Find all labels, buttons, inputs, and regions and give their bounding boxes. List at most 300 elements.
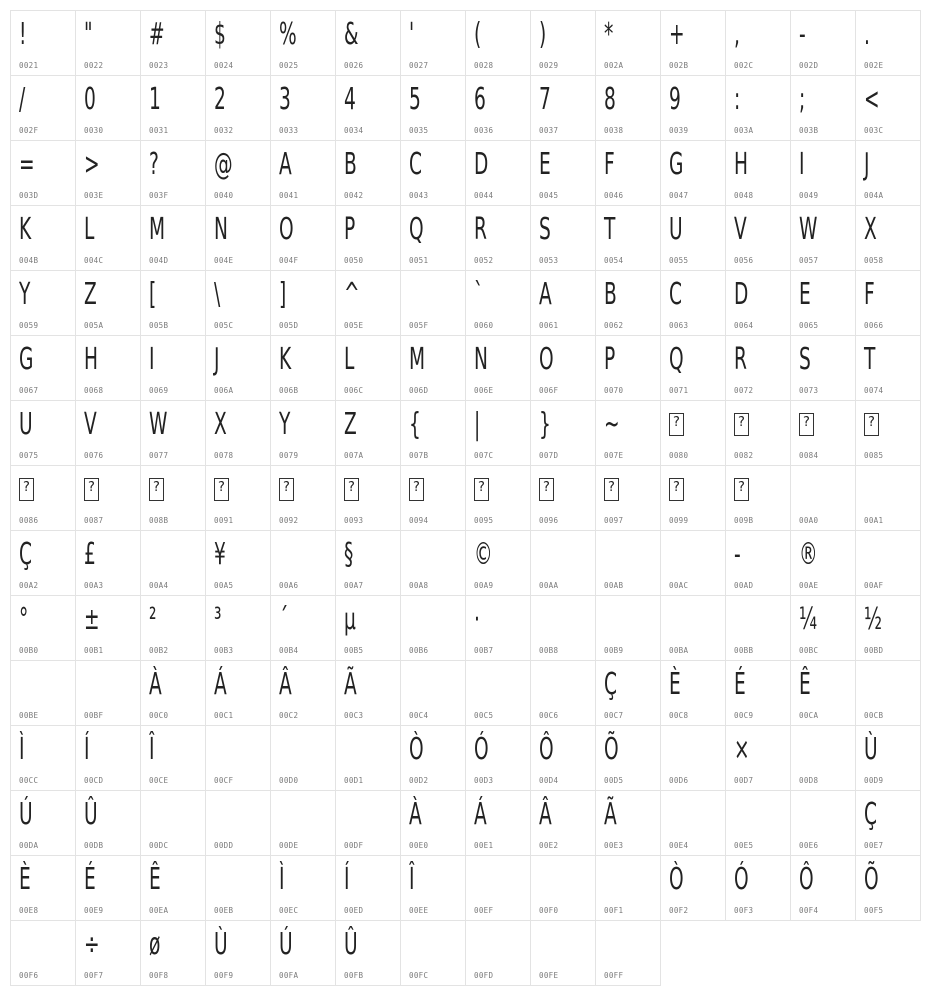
glyph-cell — [595, 920, 661, 986]
glyph-cell — [335, 660, 401, 726]
glyph-char: Y — [19, 277, 31, 312]
glyph-cell — [400, 595, 466, 661]
glyph-code: 0047 — [669, 191, 689, 200]
glyph-code: 003F — [149, 191, 169, 200]
glyph-code: 00D7 — [734, 776, 754, 785]
glyph-char: © — [474, 537, 493, 572]
glyph-code: 0071 — [669, 386, 689, 395]
glyph-cell — [660, 660, 726, 726]
glyph-cell — [530, 75, 596, 141]
glyph-code: 00DB — [84, 841, 104, 850]
glyph-code: 00CD — [84, 776, 104, 785]
glyph-cell — [75, 400, 141, 466]
glyph-code: 00B1 — [84, 646, 104, 655]
glyph-char: K — [279, 342, 292, 377]
glyph-char: Î — [149, 732, 155, 767]
glyph-code: 00D9 — [864, 776, 884, 785]
glyph-code: 00D6 — [669, 776, 689, 785]
glyph-cell — [140, 400, 206, 466]
glyph-cell — [10, 595, 76, 661]
glyph-code: 00BE — [19, 711, 39, 720]
glyph-char: Û — [344, 927, 358, 962]
glyph-cell — [530, 725, 596, 791]
glyph-cell — [10, 920, 76, 986]
glyph-char: Î — [409, 862, 415, 897]
glyph-code: 0054 — [604, 256, 624, 265]
glyph-char: T — [864, 342, 876, 377]
glyph-code: 00E0 — [409, 841, 429, 850]
glyph-code: 005F — [409, 321, 429, 330]
glyph-code: 00FB — [344, 971, 364, 980]
glyph-char: < — [864, 82, 880, 117]
glyph-char: F — [604, 147, 615, 182]
missing-glyph-box: ? — [669, 478, 684, 501]
glyph-code: 006D — [409, 386, 429, 395]
glyph-code: 0034 — [344, 126, 364, 135]
glyph-char: W — [799, 212, 818, 247]
glyph-char: ³ — [214, 602, 222, 637]
glyph-cell — [205, 75, 271, 141]
glyph-code: 0066 — [864, 321, 884, 330]
glyph-char: ¼ — [799, 602, 818, 637]
glyph-cell — [335, 790, 401, 856]
glyph-char: ^ — [344, 277, 360, 312]
glyph-cell — [660, 75, 726, 141]
glyph-code: 0069 — [149, 386, 169, 395]
glyph-code: 00D1 — [344, 776, 364, 785]
glyph-char: Û — [84, 797, 98, 832]
glyph-cell — [465, 660, 531, 726]
glyph-cell — [205, 335, 271, 401]
glyph-char: [ — [149, 277, 157, 312]
glyph-cell — [270, 270, 336, 336]
glyph-code: 00DE — [279, 841, 299, 850]
missing-glyph-box: ? — [734, 478, 749, 501]
glyph-cell — [465, 530, 531, 596]
glyph-code: 00E3 — [604, 841, 624, 850]
glyph-cell — [75, 855, 141, 921]
glyph-char: Ê — [149, 862, 161, 897]
glyph-char: R — [474, 212, 487, 247]
glyph-char: Ç — [864, 797, 877, 832]
glyph-code: 00DD — [214, 841, 234, 850]
glyph-cell — [270, 725, 336, 791]
glyph-code: 007A — [344, 451, 364, 460]
glyph-cell — [725, 140, 791, 206]
glyph-code: 00CA — [799, 711, 819, 720]
glyph-cell — [400, 10, 466, 76]
glyph-char: Í — [344, 862, 350, 897]
glyph-cell — [400, 400, 466, 466]
glyph-cell — [790, 660, 856, 726]
glyph-cell — [660, 10, 726, 76]
glyph-char: È — [19, 862, 31, 897]
glyph-code: 0049 — [799, 191, 819, 200]
glyph-code: 0023 — [149, 61, 169, 70]
missing-glyph-box: ? — [864, 413, 879, 436]
glyph-cell — [530, 335, 596, 401]
glyph-grid — [10, 10, 920, 985]
glyph-cell — [10, 400, 76, 466]
missing-glyph-box: ? — [149, 478, 164, 501]
glyph-char: Ê — [799, 667, 811, 702]
glyph-code: 002F — [19, 126, 39, 135]
glyph-char: 5 — [409, 82, 421, 117]
missing-glyph-box: ? — [214, 478, 229, 501]
glyph-cell — [790, 530, 856, 596]
glyph-cell — [790, 725, 856, 791]
glyph-cell — [270, 140, 336, 206]
glyph-cell — [855, 75, 921, 141]
glyph-code: 0041 — [279, 191, 299, 200]
glyph-char: U — [19, 407, 33, 442]
glyph-cell — [725, 530, 791, 596]
glyph-cell — [140, 530, 206, 596]
glyph-code: 00DC — [149, 841, 169, 850]
glyph-cell — [400, 725, 466, 791]
glyph-cell — [270, 855, 336, 921]
glyph-cell — [140, 75, 206, 141]
glyph-code: 00CE — [149, 776, 169, 785]
glyph-cell — [400, 530, 466, 596]
glyph-cell — [530, 10, 596, 76]
glyph-code: 00D5 — [604, 776, 624, 785]
glyph-char: P — [604, 342, 616, 377]
glyph-code: 006E — [474, 386, 494, 395]
glyph-code: 007D — [539, 451, 559, 460]
glyph-char: F — [864, 277, 875, 312]
glyph-char: } — [539, 407, 551, 442]
glyph-cell — [205, 530, 271, 596]
glyph-cell — [335, 920, 401, 986]
glyph-char: M — [149, 212, 166, 247]
missing-glyph-box: ? — [669, 413, 684, 436]
glyph-cell — [335, 465, 401, 531]
glyph-code: 004B — [19, 256, 39, 265]
glyph-code: 0056 — [734, 256, 754, 265]
glyph-code: 005D — [279, 321, 299, 330]
glyph-cell — [790, 595, 856, 661]
glyph-char: Ì — [279, 862, 285, 897]
glyph-code: 00E7 — [864, 841, 884, 850]
glyph-cell — [855, 140, 921, 206]
glyph-cell — [855, 400, 921, 466]
glyph-code: 0039 — [669, 126, 689, 135]
glyph-char: W — [149, 407, 168, 442]
glyph-code: 00F1 — [604, 906, 624, 915]
glyph-cell — [595, 75, 661, 141]
glyph-char: S — [799, 342, 811, 377]
glyph-char: ` — [474, 277, 484, 312]
glyph-cell — [855, 790, 921, 856]
glyph-code: 00E9 — [84, 906, 104, 915]
glyph-char: > — [84, 147, 100, 182]
glyph-code: 00EE — [409, 906, 429, 915]
glyph-cell — [465, 465, 531, 531]
glyph-cell — [270, 335, 336, 401]
glyph-code: 0030 — [84, 126, 104, 135]
glyph-cell — [140, 725, 206, 791]
glyph-char: B — [604, 277, 617, 312]
glyph-char: K — [19, 212, 32, 247]
glyph-cell — [530, 205, 596, 271]
glyph-code: 002B — [669, 61, 689, 70]
glyph-char: J — [864, 147, 870, 182]
glyph-cell — [855, 530, 921, 596]
glyph-cell — [205, 725, 271, 791]
glyph-code: 00B8 — [539, 646, 559, 655]
glyph-code: 00B6 — [409, 646, 429, 655]
glyph-code: 0028 — [474, 61, 494, 70]
glyph-char: Â — [539, 797, 552, 832]
glyph-cell — [270, 920, 336, 986]
glyph-code: 006A — [214, 386, 234, 395]
glyph-cell — [790, 335, 856, 401]
glyph-cell — [335, 270, 401, 336]
glyph-cell — [595, 595, 661, 661]
glyph-code: 00EA — [149, 906, 169, 915]
glyph-code: 0095 — [474, 516, 494, 525]
glyph-cell — [270, 10, 336, 76]
glyph-code: 0094 — [409, 516, 429, 525]
glyph-char: Ç — [19, 537, 32, 572]
glyph-char: Ú — [19, 797, 33, 832]
glyph-code: 002C — [734, 61, 754, 70]
glyph-code: 0040 — [214, 191, 234, 200]
glyph-char: ! — [19, 17, 27, 52]
glyph-code: 00F0 — [539, 906, 559, 915]
glyph-char: ) — [539, 17, 547, 52]
glyph-char: X — [214, 407, 227, 442]
glyph-code: 00C4 — [409, 711, 429, 720]
glyph-cell — [10, 140, 76, 206]
glyph-cell — [75, 205, 141, 271]
glyph-code: 003C — [864, 126, 884, 135]
glyph-cell — [660, 530, 726, 596]
glyph-cell — [465, 205, 531, 271]
glyph-char: ° — [19, 602, 29, 637]
glyph-cell — [75, 530, 141, 596]
glyph-code: 00ED — [344, 906, 364, 915]
glyph-cell — [335, 140, 401, 206]
glyph-cell — [595, 465, 661, 531]
glyph-char: U — [669, 212, 683, 247]
glyph-cell — [140, 790, 206, 856]
glyph-cell — [725, 595, 791, 661]
glyph-cell — [75, 75, 141, 141]
glyph-char: Ó — [734, 862, 749, 897]
glyph-cell — [205, 790, 271, 856]
glyph-char: : — [734, 82, 741, 117]
glyph-char: B — [344, 147, 357, 182]
glyph-code: 0063 — [669, 321, 689, 330]
glyph-cell — [790, 270, 856, 336]
glyph-char: Ú — [279, 927, 293, 962]
glyph-code: 004C — [84, 256, 104, 265]
glyph-cell — [335, 75, 401, 141]
glyph-char: ; — [799, 82, 806, 117]
glyph-code: 00C5 — [474, 711, 494, 720]
glyph-code: 00AB — [604, 581, 624, 590]
glyph-cell — [10, 790, 76, 856]
glyph-code: 00BC — [799, 646, 819, 655]
glyph-code: 0043 — [409, 191, 429, 200]
glyph-cell — [400, 920, 466, 986]
glyph-code: 0075 — [19, 451, 39, 460]
glyph-char: Ô — [799, 862, 814, 897]
glyph-cell — [465, 790, 531, 856]
glyph-char: Ò — [669, 862, 684, 897]
glyph-cell — [270, 530, 336, 596]
glyph-code: 00EF — [474, 906, 494, 915]
glyph-code: 00AA — [539, 581, 559, 590]
glyph-code: 00C0 — [149, 711, 169, 720]
glyph-cell — [10, 725, 76, 791]
glyph-code: 0096 — [539, 516, 559, 525]
glyph-cell — [530, 790, 596, 856]
glyph-cell — [205, 270, 271, 336]
glyph-code: 0079 — [279, 451, 299, 460]
glyph-char: G — [669, 147, 684, 182]
glyph-char: É — [84, 862, 96, 897]
glyph-code: 0085 — [864, 451, 884, 460]
glyph-code: 00FC — [409, 971, 429, 980]
glyph-code: 00B4 — [279, 646, 299, 655]
glyph-cell — [10, 270, 76, 336]
glyph-cell — [400, 660, 466, 726]
glyph-code: 0068 — [84, 386, 104, 395]
glyph-char: C — [669, 277, 682, 312]
glyph-cell — [595, 855, 661, 921]
glyph-code: 00E1 — [474, 841, 494, 850]
glyph-code: 0084 — [799, 451, 819, 460]
glyph-char: 9 — [669, 82, 681, 117]
glyph-cell — [595, 725, 661, 791]
glyph-char: 8 — [604, 82, 616, 117]
glyph-cell — [140, 10, 206, 76]
glyph-cell — [790, 400, 856, 466]
glyph-code: 00EC — [279, 906, 299, 915]
glyph-code: 00A0 — [799, 516, 819, 525]
glyph-code: 00A4 — [149, 581, 169, 590]
glyph-char: L — [344, 342, 355, 377]
glyph-cell — [660, 855, 726, 921]
glyph-code: 005E — [344, 321, 364, 330]
glyph-cell — [75, 465, 141, 531]
glyph-cell — [140, 335, 206, 401]
glyph-char: " — [84, 17, 93, 52]
glyph-cell — [10, 855, 76, 921]
glyph-cell — [530, 400, 596, 466]
glyph-char: Ó — [474, 732, 489, 767]
glyph-char: S — [539, 212, 551, 247]
glyph-cell — [75, 595, 141, 661]
glyph-code: 00D4 — [539, 776, 559, 785]
glyph-cell — [75, 790, 141, 856]
glyph-cell — [465, 270, 531, 336]
glyph-cell — [465, 920, 531, 986]
glyph-cell — [270, 595, 336, 661]
glyph-code: 007B — [409, 451, 429, 460]
glyph-cell — [75, 920, 141, 986]
glyph-code: 0022 — [84, 61, 104, 70]
glyph-char: V — [734, 212, 747, 247]
glyph-cell — [270, 660, 336, 726]
glyph-code: 003D — [19, 191, 39, 200]
glyph-code: 00F3 — [734, 906, 754, 915]
glyph-char: Á — [474, 797, 487, 832]
glyph-code: 005B — [149, 321, 169, 330]
glyph-cell — [855, 595, 921, 661]
glyph-code: 00F6 — [19, 971, 39, 980]
glyph-cell — [790, 140, 856, 206]
glyph-cell — [660, 335, 726, 401]
glyph-code: 00BA — [669, 646, 689, 655]
glyph-cell — [855, 725, 921, 791]
glyph-char: , — [734, 17, 740, 52]
glyph-cell — [660, 725, 726, 791]
glyph-char: 7 — [539, 82, 551, 117]
glyph-cell — [10, 465, 76, 531]
glyph-code: 007E — [604, 451, 624, 460]
glyph-char: I — [799, 147, 805, 182]
glyph-cell — [465, 10, 531, 76]
glyph-cell — [335, 10, 401, 76]
glyph-code: 00BD — [864, 646, 884, 655]
glyph-code: 00FA — [279, 971, 299, 980]
missing-glyph-box: ? — [734, 413, 749, 436]
glyph-cell — [270, 75, 336, 141]
missing-glyph-box: ? — [84, 478, 99, 501]
missing-glyph-box: ? — [604, 478, 619, 501]
glyph-cell — [855, 270, 921, 336]
glyph-code: 00AF — [864, 581, 884, 590]
glyph-char: 6 — [474, 82, 486, 117]
glyph-cell — [400, 75, 466, 141]
glyph-cell — [75, 335, 141, 401]
glyph-code: 004E — [214, 256, 234, 265]
glyph-char: . — [864, 17, 870, 52]
glyph-char: P — [344, 212, 356, 247]
glyph-code: 0053 — [539, 256, 559, 265]
glyph-char: L — [84, 212, 95, 247]
glyph-char: Ò — [409, 732, 424, 767]
glyph-char: | — [474, 407, 481, 442]
glyph-char: I — [149, 342, 155, 377]
glyph-code: 00FD — [474, 971, 494, 980]
glyph-char: · — [474, 602, 480, 637]
glyph-code: 00BF — [84, 711, 104, 720]
glyph-cell — [400, 790, 466, 856]
glyph-char: { — [409, 407, 421, 442]
glyph-code: 0067 — [19, 386, 39, 395]
glyph-code: 005A — [84, 321, 104, 330]
glyph-code: 00F7 — [84, 971, 104, 980]
glyph-code: 00C7 — [604, 711, 624, 720]
glyph-code: 0025 — [279, 61, 299, 70]
glyph-char: ~ — [604, 407, 620, 442]
glyph-code: 0027 — [409, 61, 429, 70]
glyph-char: 2 — [214, 82, 226, 117]
glyph-code: 00A7 — [344, 581, 364, 590]
glyph-char: À — [149, 667, 162, 702]
glyph-char: Â — [279, 667, 292, 702]
glyph-cell — [205, 140, 271, 206]
glyph-cell — [205, 465, 271, 531]
glyph-cell — [595, 400, 661, 466]
glyph-cell — [660, 595, 726, 661]
glyph-char: H — [84, 342, 98, 377]
